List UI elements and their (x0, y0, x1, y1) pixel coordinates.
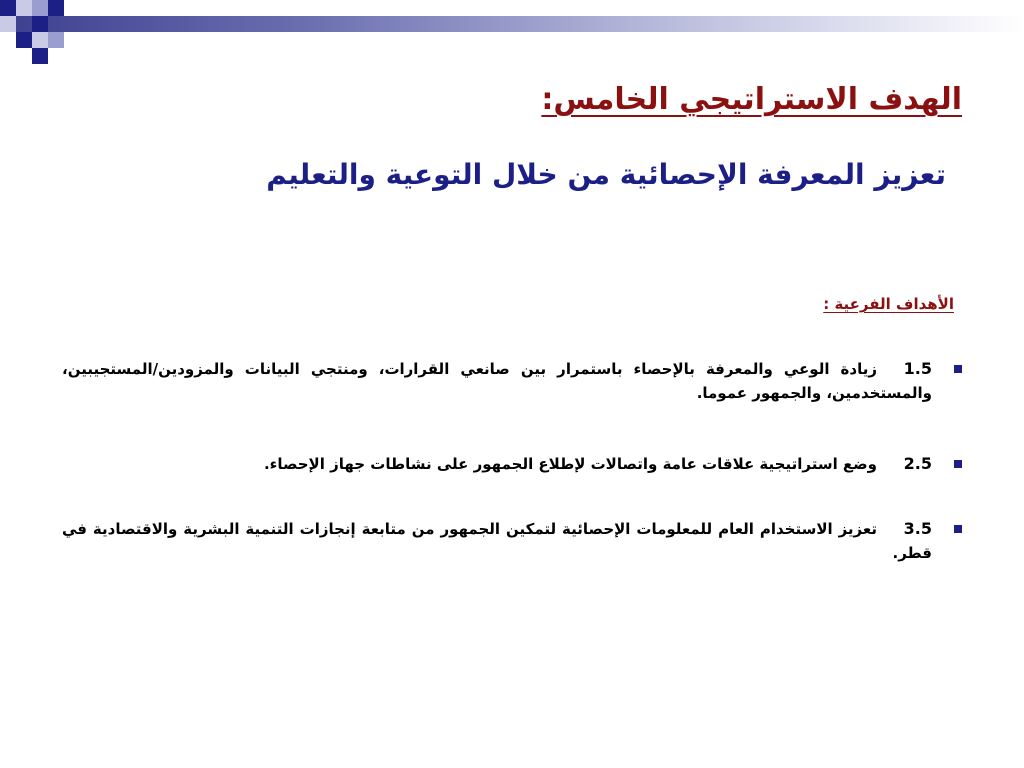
sub-goals-heading: الأهداف الفرعية : (823, 295, 954, 313)
list-item (62, 452, 962, 476)
decor-square (32, 16, 48, 32)
goal-text: تعزيز الاستخدام العام للمعلومات الإحصائية لتمكين الجمهور من متابعة إنجازات التنمية البشرية والاقتصادية في قطر. (62, 520, 932, 562)
slide-subtitle: تعزيز المعرفة الإحصائية من خلال التوعية والتعليم (266, 158, 946, 191)
goal-text: وضع استراتيجية علاقات عامة واتصالات لإطلاع الجمهور على نشاطات جهاز الإحصاء. (263, 455, 877, 473)
decor-square (48, 32, 64, 48)
list-item (62, 517, 962, 565)
goal-number: 1.5 (903, 359, 932, 378)
slide-title: الهدف الاستراتيجي الخامس: (541, 82, 962, 117)
square-bullet-icon (954, 460, 962, 468)
decor-square (16, 32, 32, 48)
decor-square (0, 0, 16, 16)
goal-number: 3.5 (903, 519, 932, 538)
decor-square (48, 0, 64, 16)
decor-square (32, 32, 48, 48)
header-gradient-band (0, 16, 1024, 32)
decor-square (16, 0, 32, 16)
decor-square (0, 16, 16, 32)
square-bullet-icon (954, 525, 962, 533)
goal-number: 2.5 (903, 454, 932, 473)
square-bullet-icon (954, 365, 962, 373)
decor-square (32, 48, 48, 64)
decor-square (32, 0, 48, 16)
goal-text: زيادة الوعي والمعرفة بالإحصاء باستمرار بين صانعي القرارات، ومنتجي البيانات والمزودين/المستجيبين، والمستخدمين، والجمهور عموما. (62, 360, 932, 402)
list-item (62, 357, 962, 405)
